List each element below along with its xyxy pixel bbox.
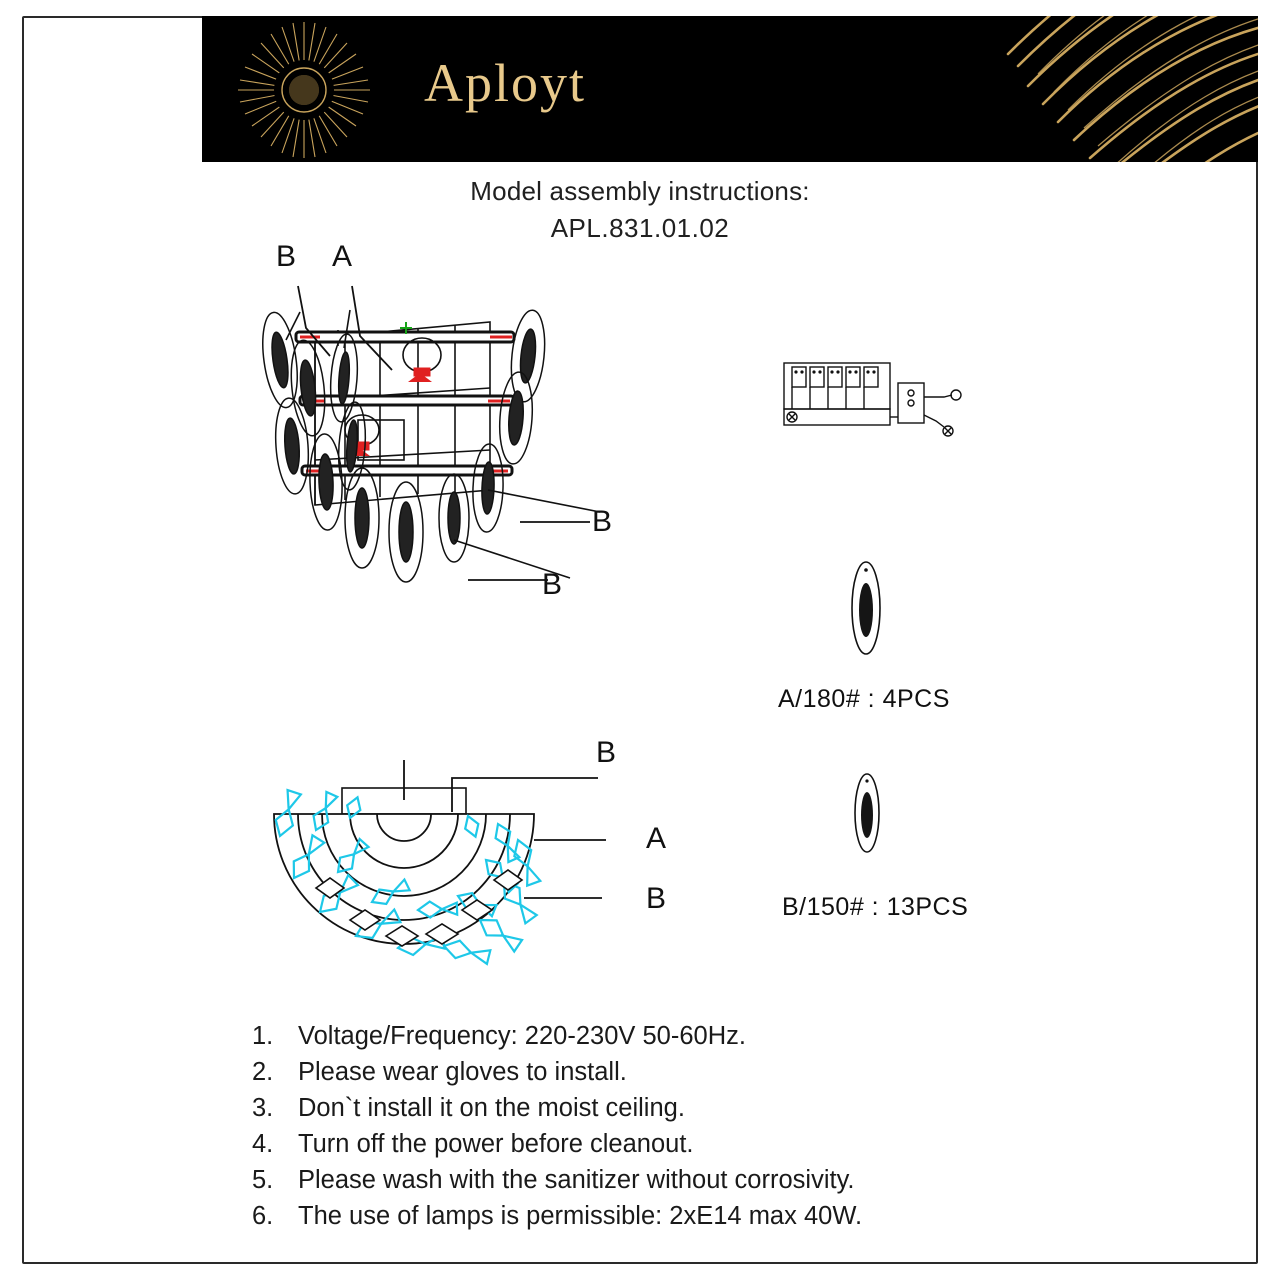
list-item [252, 1162, 1152, 1198]
label-b-right-low: B [542, 568, 563, 601]
list-item-text: Please wear gloves to install. [298, 1058, 627, 1086]
list-item [252, 1198, 1152, 1234]
list-item-number: 2. [252, 1058, 274, 1086]
model-number: APL.831.01.02 [550, 213, 730, 243]
list-item-number: 1. [252, 1022, 274, 1050]
list-item [252, 1090, 1152, 1126]
terminal-block-icon [776, 355, 976, 455]
fan-rays-icon [858, 16, 1258, 162]
part-a-label: A/180# : 4PCS [778, 685, 950, 713]
list-item-number: 6. [252, 1202, 274, 1230]
list-item-text: Turn off the power before cleanout. [298, 1130, 694, 1158]
label-b-bottom-right: B [646, 882, 667, 915]
list-item-text: Voltage/Frequency: 220-230V 50-60Hz. [298, 1022, 746, 1050]
list-item-text: Please wash with the sanitizer without corrosivity. [298, 1166, 855, 1194]
list-item-text: Don`t install it on the moist ceiling. [298, 1094, 685, 1122]
list-item-number: 3. [252, 1094, 274, 1122]
assembled-lamp-diagram [246, 760, 666, 1000]
list-item-text: The use of lamps is permissible: 2xE14 max 40W. [298, 1202, 863, 1230]
list-item-number: 5. [252, 1166, 274, 1194]
list-item-number: 4. [252, 1130, 274, 1158]
label-b-bottom-top: B [596, 736, 617, 769]
label-b-top-left: B [276, 240, 297, 273]
label-a-bottom-right: A [646, 822, 667, 855]
sunburst-icon [232, 20, 376, 160]
list-item [252, 1126, 1152, 1162]
crystal-leaf-icon-b [840, 770, 894, 856]
page-title: Model assembly instructions: [470, 176, 810, 206]
instructions-list [252, 1018, 1152, 1234]
crystal-leaf-icon-a [836, 558, 896, 658]
top-diagram-leaders [240, 250, 660, 650]
list-item [252, 1054, 1152, 1090]
label-b-right-mid: B [592, 505, 613, 538]
title-block [0, 176, 1280, 244]
part-b-label: B/150# : 13PCS [782, 893, 969, 921]
header-banner [202, 16, 1258, 162]
label-a-top-left: A [332, 240, 353, 273]
list-item [252, 1018, 1152, 1054]
brand-name: Aployt [424, 53, 587, 113]
